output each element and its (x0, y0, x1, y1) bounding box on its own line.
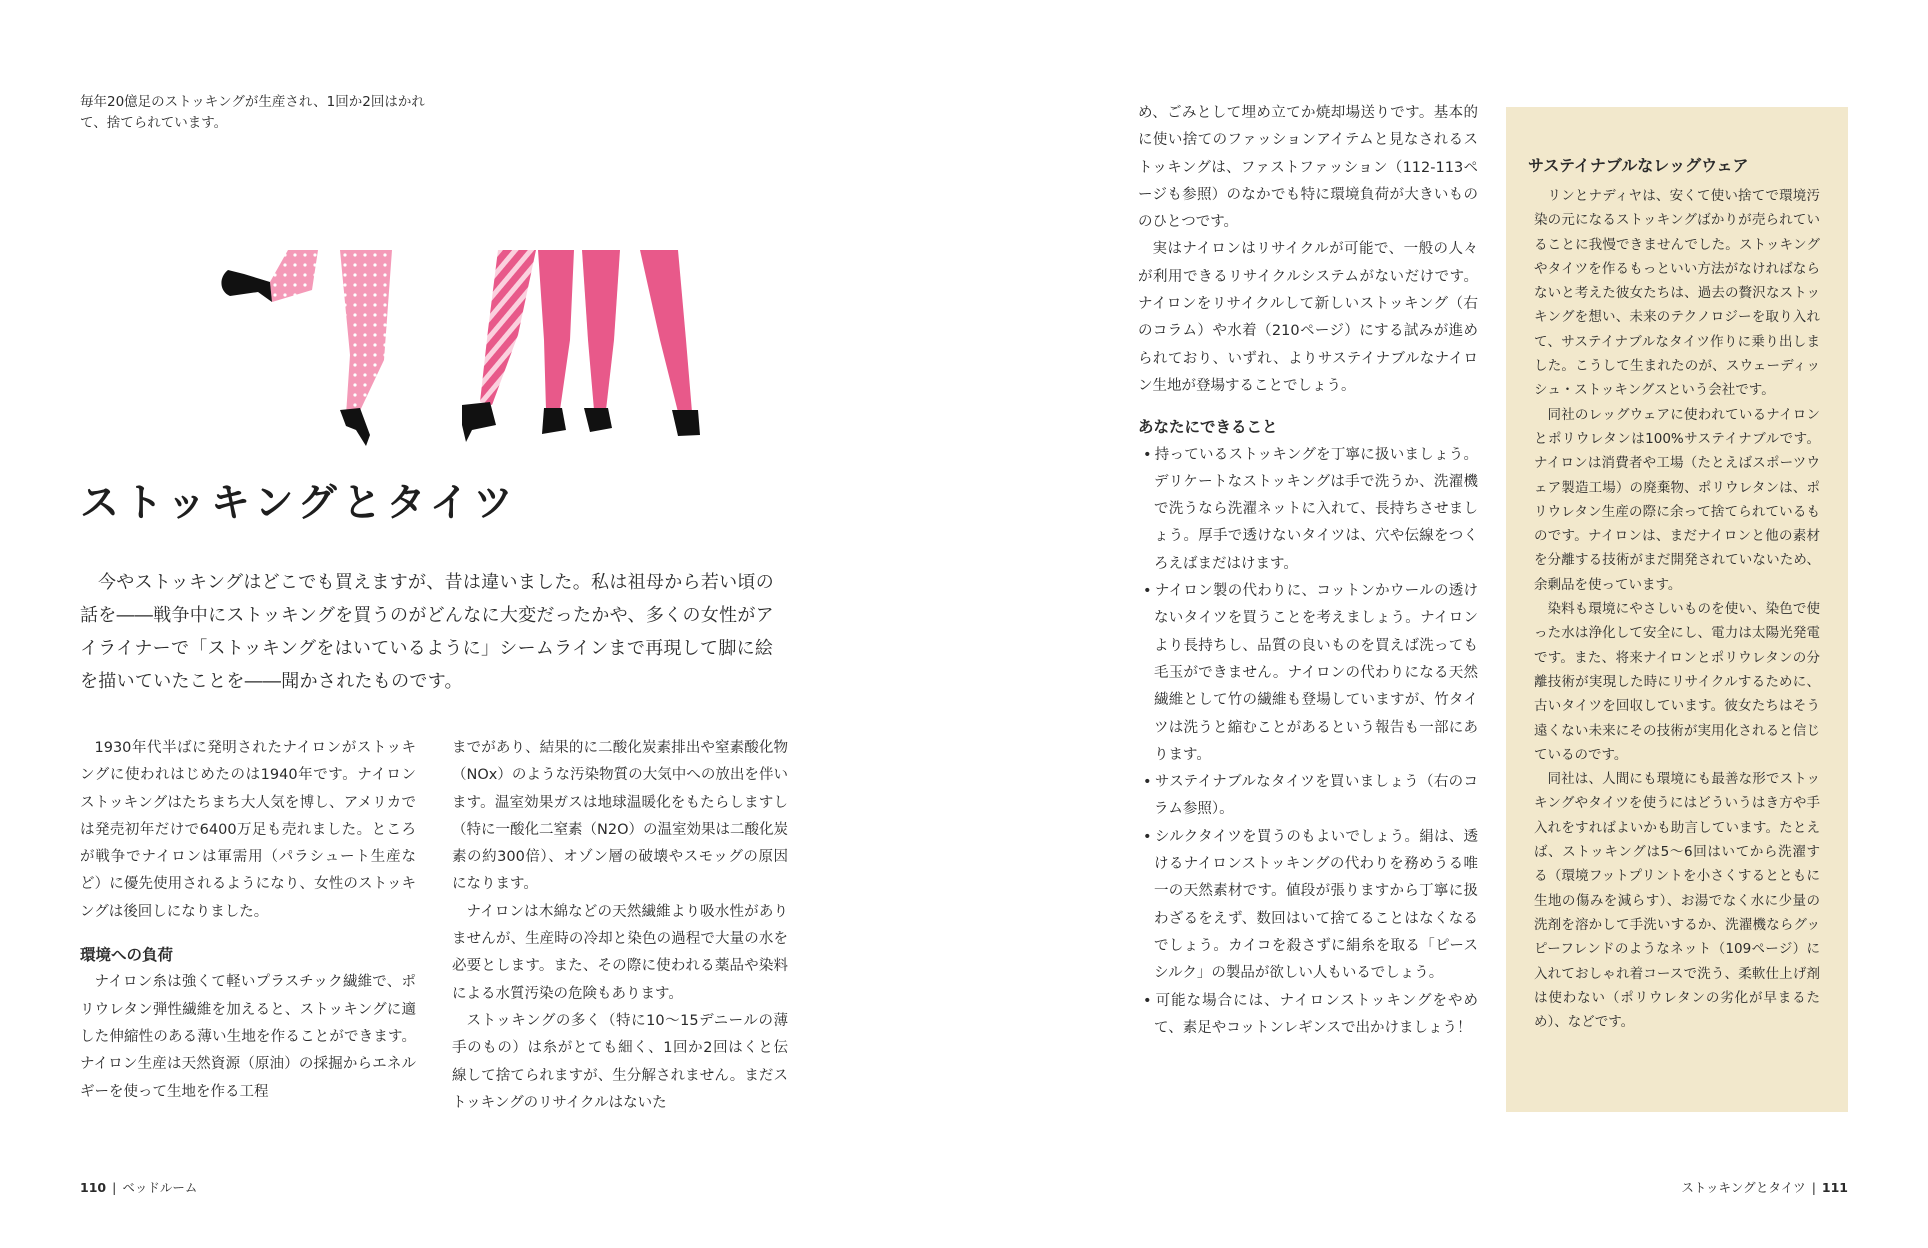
list-item: • ナイロン製の代わりに、コットンかウールの透けないタイツを買うことを考えましょう。ナイロンより長持ちし、品質の良いものを買えば洗っても毛玉ができません。ナイロンの代わりになる天然繊維として竹の繊維も登場していますが、竹タイツは洗うと縮むことがあるという報告も一部にあります。 (1138, 578, 1478, 769)
page-number: 111 (1821, 1180, 1848, 1195)
paragraph: ナイロンは木綿などの天然繊維より吸水性がありませんが、生産時の冷却と染色の過程で大量の水を必要とします。また、その際に使われる薬品や染料による水質汚染の危険もあります。 (452, 903, 788, 1002)
sidebar-paragraph: 染料も環境にやさしいものを使い、染色で使った水は浄化して安全にし、電力は太陽光発電です。また、将来ナイロンとポリウレタンの分離技術が実現した時にリサイクルするために、古いタイツを回収しています。彼女たちはそう遠くない未来にその技術が実用化されると信じているのです。 (1534, 601, 1820, 763)
body-column-2 (452, 735, 788, 1117)
sidebar-paragraph: リンとナディヤは、安くて使い捨てで環境汚染の元になるストッキングばかりが売られていることに我慢できませんでした。ストッキングやタイツを作るもっといい方法がなければならないと考えた彼女たちは、過去の贅沢なストッキングを想い、未来のテクノロジーを取り入れて、サステイナブルなタイツ作りに乗り出しました。こうして生まれたのが、スウェーディッシュ・ストッキングスという会社です。 (1534, 188, 1820, 399)
list-item: • 持っているストッキングを丁寧に扱いましょう。デリケートなストッキングは手で洗うか、洗濯機で洗うなら洗濯ネットに入れて、長持ちさせましょう。厚手で透けないタイツは、穴や伝線をつくろえばまだはけます。 (1138, 442, 1478, 578)
footer-separator: | (112, 1180, 117, 1195)
paragraph: め、ごみとして埋め立てか焼却場送りです。基本的に使い捨てのファッションアイテムと見なされるストッキングは、ファストファッション（112-113ページも参照）のなかでも特に環境負荷が大きいもののひとつです。 (1138, 105, 1478, 231)
page-number: 110 (80, 1180, 107, 1195)
paragraph: までがあり、結果的に二酸化炭素排出や窒素酸化物（NOx）のような汚染物質の大気中への放出を伴います。温室効果ガスは地球温暖化をもたらしますし（特に一酸化二窒素（N2O）の温室効果は二酸化炭素の約300倍）、オゾン層の破壊やスモッグの原因になります。 (452, 740, 788, 893)
footer-section: ストッキングとタイツ (1681, 1180, 1806, 1195)
leg-plain (582, 250, 700, 436)
footer-left (80, 1178, 197, 1196)
list-item: • 可能な場合には、ナイロンストッキングをやめて、素足やコットンレギンスで出かけましょう！ (1138, 988, 1478, 1043)
list-item: • サステイナブルなタイツを買いましょう（右のコラム参照）。 (1138, 769, 1478, 824)
article-title: ストッキングとタイツ (80, 481, 518, 526)
sidebar-paragraph: 同社は、人間にも環境にも最善な形でストッキングやタイツを使うにはどういうはき方や手入れをすればよいかも助言しています。たとえば、ストッキングは5～6回はいてから洗濯する（環境フットプリントを小さくするとともに生地の傷みを減らす）、お湯でなく水に少量の洗剤を溶かして手洗いするか、洗濯機ならグッピーフレンドのようなネット（109ページ）に入れておしゃれ着コースで洗う、柔軟仕上げ剤は使わない（ポリウレタンの劣化が早まるため）、などです。 (1534, 771, 1820, 1031)
sidebar-paragraph: 同社のレッグウェアに使われているナイロンとポリウレタンは100%サステイナブルです。ナイロンは消費者や工場（たとえばスポーツウェア製造工場）の廃棄物、ポリウレタンは、ポリウレタン生産の際に余って捨てられているものです。ナイロンは、まだナイロンと他の素材を分離する技術がまだ開発されていないため、余剰品を使っています。 (1534, 406, 1820, 593)
paragraph: ストッキングの多く（特に10～15デニールの薄手のもの）は糸がとても細く、1回か2回はくと伝線して捨てられますが、生分解されません。まだストッキングのリサイクルはないた (452, 1012, 788, 1111)
leg-dotted (340, 250, 392, 446)
subheading-environment: 環境への負荷 (80, 946, 174, 965)
footer-separator: | (1811, 1180, 1816, 1195)
sidebar-box (1506, 107, 1848, 1112)
paragraph: 1930年代半ばに発明されたナイロンがストッキングに使われはじめたのは1940年です。ナイロンストッキングはたちまち大人気を博し、アメリカでは発売初年だけで6400万足も売れました。ところが戦争でナイロンは軍需用（パラシュート生産など）に優先使用されるようになり、女性のストッキングは後回しになりました。 (80, 740, 416, 920)
tips-list (1138, 442, 1478, 1043)
footer-section: ベッドルーム (122, 1180, 198, 1195)
leg-striped (462, 250, 574, 442)
image-caption: 毎年20億足のストッキングが生産され、1回か2回はかれて、捨てられています。 (80, 94, 425, 131)
body-column-3 (1138, 100, 1478, 1042)
paragraph: ナイロン糸は強くて軽いプラスチック繊維で、ポリウレタン弾性繊維を加えると、ストッキングに適した伸縮性のある薄い生地を作ることができます。ナイロン生産は天然資源（原油）の採掘からエネルギーを使って生地を作る工程 (80, 974, 416, 1100)
legs-illustration (200, 230, 820, 480)
sidebar-title: サステイナブルなレッグウェア (1528, 156, 1749, 175)
paragraph: 実はナイロンはリサイクルが可能で、一般の人々が利用できるリサイクルシステムがないだけです。ナイロンをリサイクルして新しいストッキング（右のコラム）や水着（210ページ）にする試みが進められており、いずれ、よりサステイナブルなナイロン生地が登場することでしょう。 (1138, 241, 1478, 394)
subheading-what-you-can-do: あなたにできること (1138, 418, 1278, 437)
list-item: • シルクタイツを買うのもよいでしょう。絹は、透けるナイロンストッキングの代わりを務めうる唯一の天然素材です。値段が張りますから丁寧に扱わざるをえず、数回はいて捨てることはなくなるでしょう。カイコを殺さずに絹糸を取る「ピースシルク」の製品が欲しい人もいるでしょう。 (1138, 824, 1478, 988)
body-column-1 (80, 735, 416, 1106)
lead-paragraph: 今やストッキングはどこでも買えますが、昔は違いました。私は祖母から若い頃の話を――戦争中にストッキングを買うのがどんなに大変だったかや、多くの女性がアイライナーで「ストッキングをはいているように」シームラインまで再現して脚に絵を描いていたことを――聞かされたものです。 (80, 572, 775, 692)
leg-left-kick (221, 250, 318, 302)
footer-right (1681, 1178, 1848, 1196)
